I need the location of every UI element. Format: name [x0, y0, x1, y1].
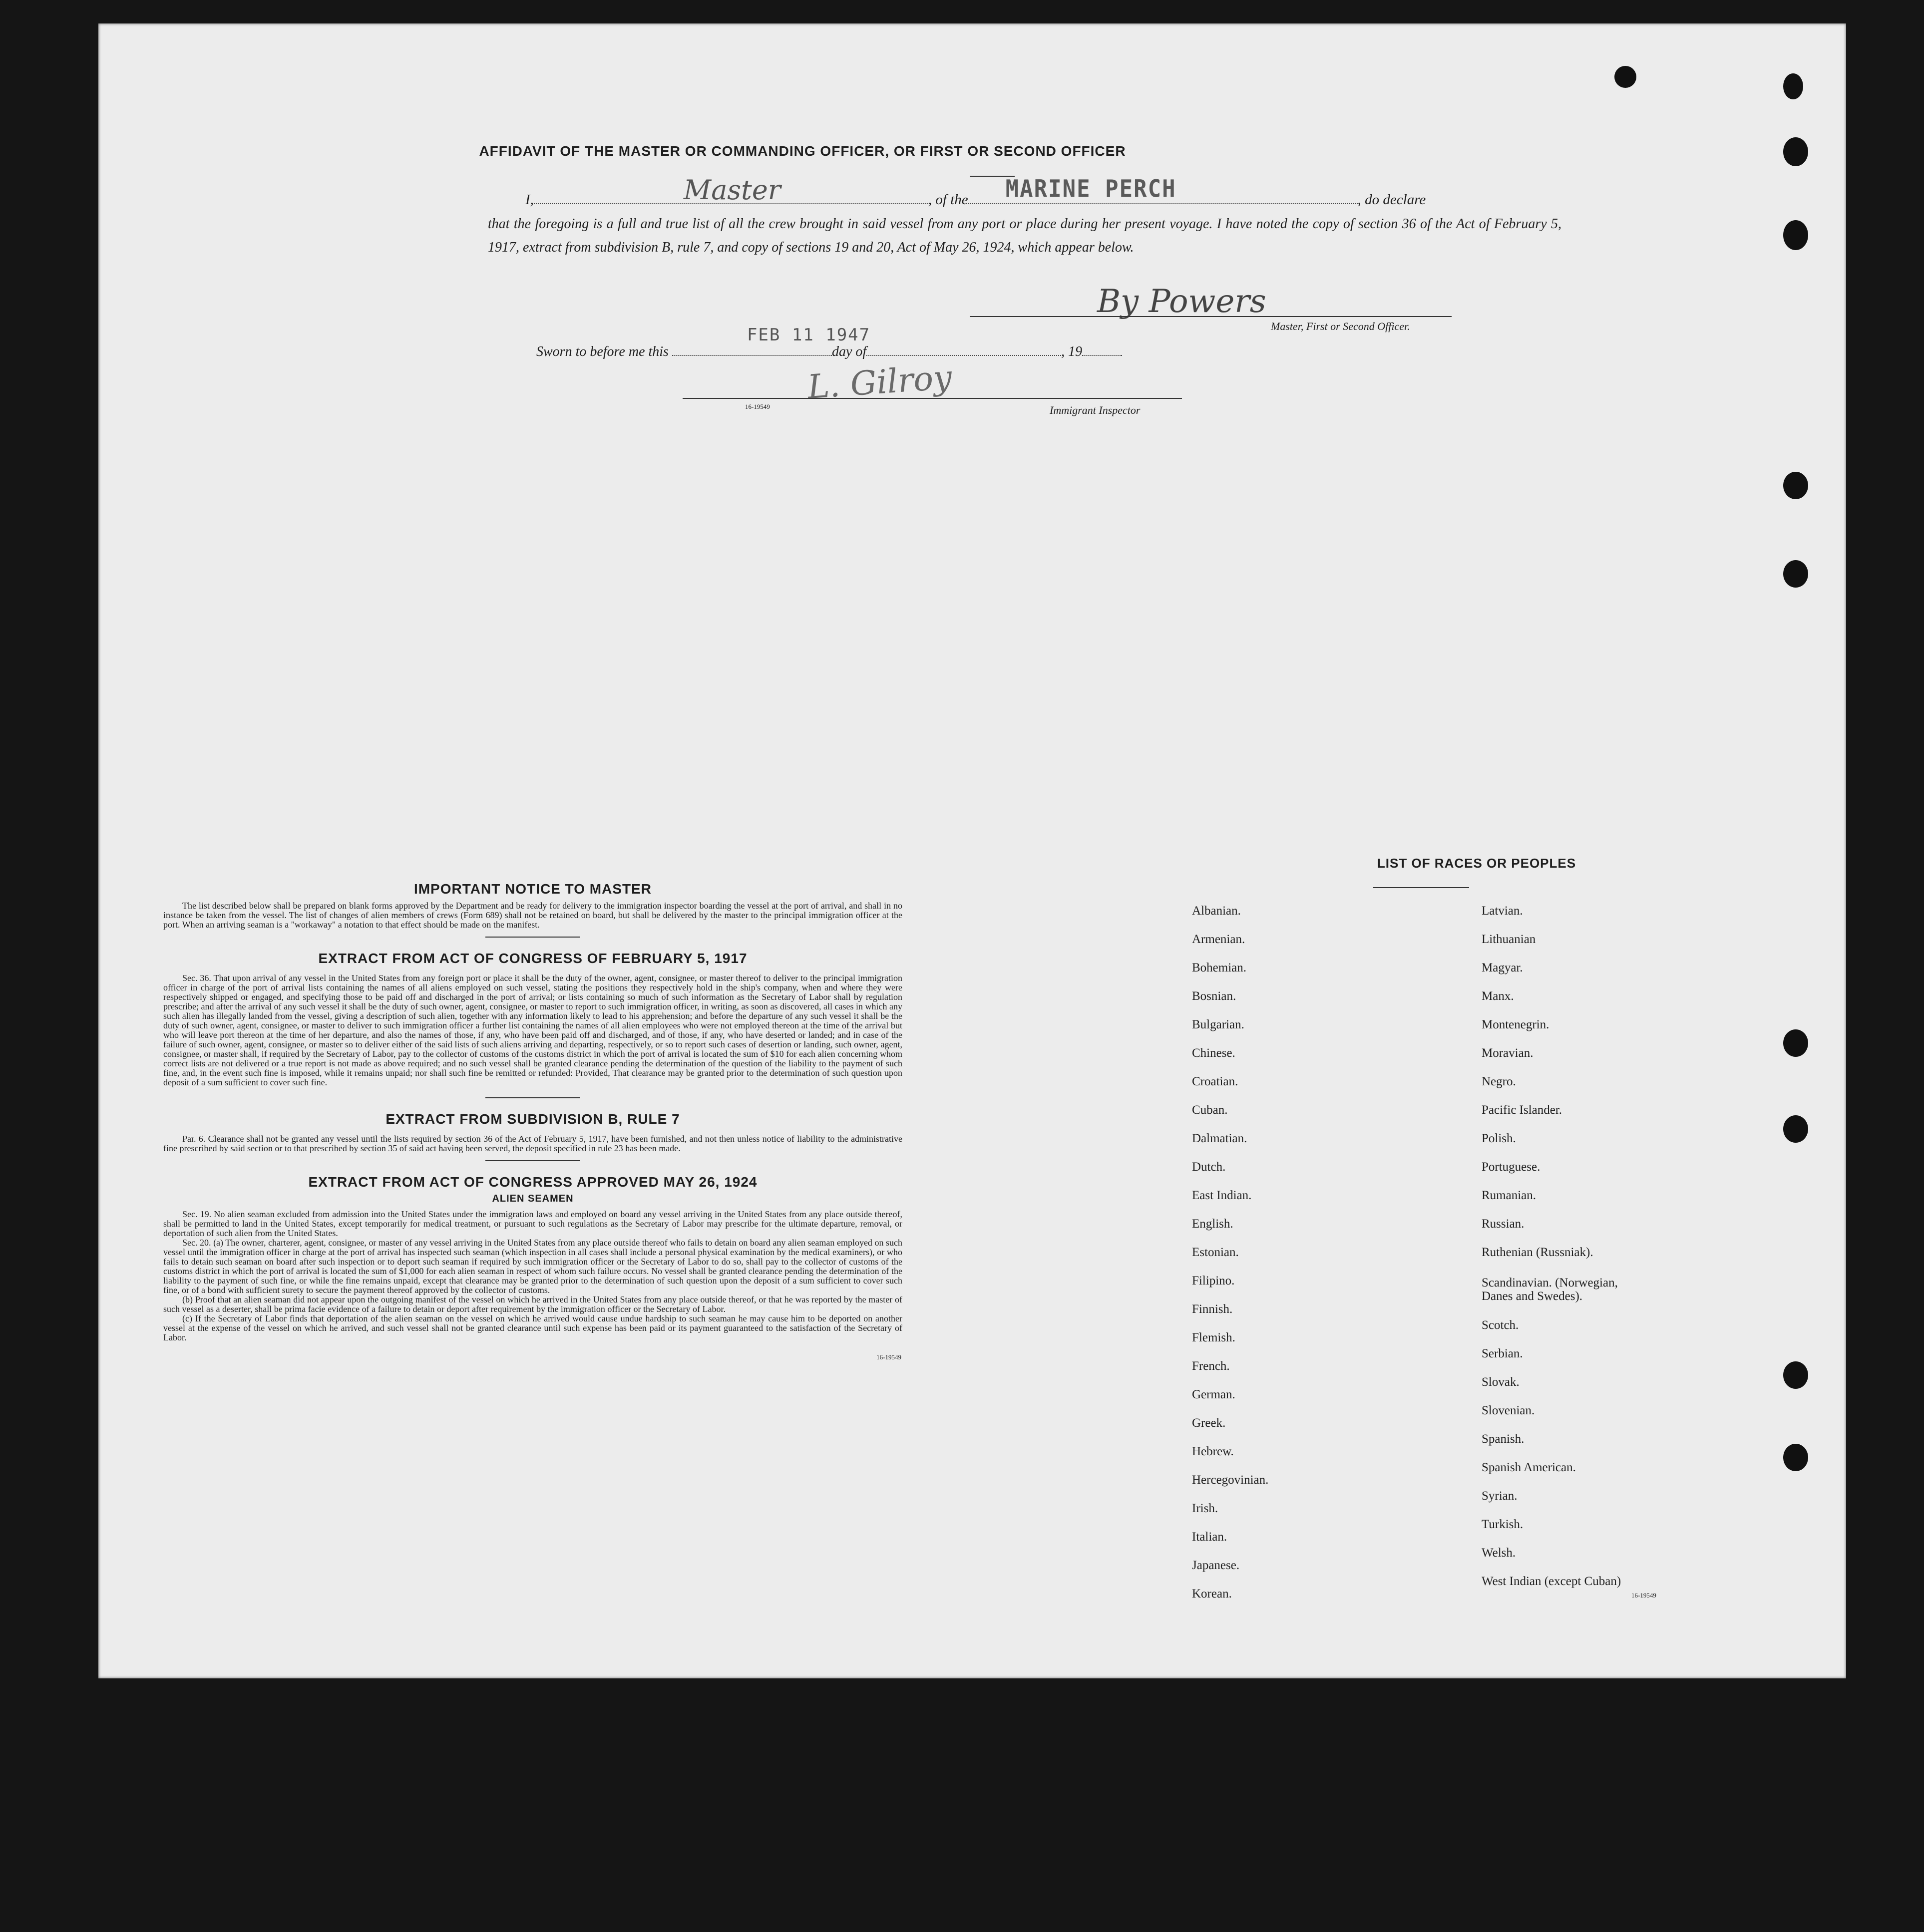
race-item: Cuban. — [1192, 1103, 1228, 1117]
extract3-text-block — [163, 1210, 902, 1342]
master-name-handwritten: Master — [683, 174, 781, 206]
extract2-text: Par. 6. Clearance shall not be granted any vessel until the lists required by section 36 of the Act of February 5, 1917, have been furnished, and not then unless notice of liability to the administrative fine prescribed by said section or to that prescribed by section 35 of said act having been served, the deposit specified in rule 23 has been made. — [163, 1134, 902, 1153]
extract3-title: EXTRACT FROM ACT OF CONGRESS APPROVED MAY 26, 1924 — [308, 1174, 758, 1190]
punch-hole — [1783, 220, 1808, 250]
race-item: Scotch. — [1482, 1318, 1519, 1332]
race-item: Bulgarian. — [1192, 1018, 1244, 1031]
notice-title: IMPORTANT NOTICE TO MASTER — [413, 881, 652, 897]
race-item: Lithuanian — [1482, 933, 1536, 946]
document-page — [98, 23, 1846, 1678]
race-item: West Indian (except Cuban) — [1482, 1575, 1621, 1588]
punch-hole — [1783, 73, 1803, 99]
race-item: Ruthenian (Russniak). — [1482, 1246, 1593, 1259]
punch-hole — [1783, 1361, 1808, 1389]
race-item: Bosnian. — [1192, 989, 1236, 1003]
notice-text: The list described below shall be prepared on blank forms approved by the Department and be ready for delivery to the immigration inspector boarding the vessel at the port of arrival, and shall in no instance be taken from the vessel. The list of changes of alien members of crews (Form 689) shall not be retained on board, but shall be delivered by the master to the principal immigration officer at the port. When an arriving seaman is a "workaway" a notation to that effect should be made on the manifest. — [163, 901, 902, 930]
sworn-line — [536, 325, 1122, 360]
punch-hole — [1783, 1029, 1808, 1057]
date-stamp: FEB 11 1947 — [747, 325, 871, 345]
affidavit-declaration-line — [525, 174, 1564, 208]
race-item: French. — [1192, 1359, 1230, 1373]
race-item: Slovak. — [1482, 1375, 1520, 1389]
extract3-paragraph-3: (b) Proof that an alien seaman did not appear upon the outgoing manifest of the vessel on which he arrived in the United States from any place outside thereof, or that he was reported by the master of such vessel as a deserter, shall be prima facie evidence of a failure to detain or deport after requirement by the immigration officer or the Secretary of Labor. — [163, 1294, 902, 1314]
race-item: Greek. — [1192, 1416, 1226, 1430]
declaration-prefix: I, — [525, 192, 534, 208]
extract3-paragraph-1: Sec. 19. No alien seaman excluded from admission into the United States under the immigration laws and employed on board any vessel arriving in the United States from any place outside thereof, shall be permitted to land in the United States, except temporarily for medical treatment, or pursuant to such regulations as the Secretary of Labor may prescribe for the ultimate departure, removal, or deportation of such alien from the United States. — [163, 1209, 902, 1238]
punch-hole — [1614, 66, 1636, 88]
race-item: Irish. — [1192, 1502, 1218, 1515]
race-item: Dutch. — [1192, 1160, 1226, 1174]
race-item: Bohemian. — [1192, 961, 1247, 974]
punch-hole — [1783, 560, 1808, 588]
sworn-day-of: day of — [831, 344, 867, 359]
race-item: Estonian. — [1192, 1246, 1239, 1259]
race-item: Russian. — [1482, 1217, 1525, 1231]
race-item: German. — [1192, 1388, 1235, 1401]
race-item: Dalmatian. — [1192, 1132, 1247, 1145]
affidavit-body: that the foregoing is a full and true list of all the crew brought in said vessel from any port or place during her present voyage. I have noted the copy of section 36 of the Act of February 5, 1917, extract from subdivision B, rule 7, and copy of sections 19 and 20, Act of May 26, 1924, which appear below. — [488, 216, 1561, 255]
race-item: Hebrew. — [1192, 1445, 1234, 1458]
extract1-text: Sec. 36. That upon arrival of any vessel in the United States from any foreign port or place it shall be the duty of the owner, agent, consignee, or master thereof to deliver to the principal immigration officer in charge of the port of arrival lists containing the names of all aliens employed on such vessel, stating the positions they respectively hold in the ship's company, when and where they were respectively shipped or engaged, and specifying those to be paid off and discharged in the port of arrival; or lists containing so much of such information as the Secretary of Labor shall by regulation prescribe; and after the arrival of any such vessel it shall be the duty of such owner, agent, consignee, or master to report to such immigration officer, in writing, as soon as discovered, all cases in which any such alien has illegally landed from the vessel, giving a description of such alien, together with any information likely to lead to his apprehension; and before the departure of any such vessel it shall be the duty of such owner, agent, consignee, or master to deliver to such immigration officer a further list containing the names of all alien employees who were not employed thereon at the time of the arrival but who will leave port thereon at the time of her departure, and also the names of those, if any, who have been paid off and discharged, and of those, if any, who have deserted or landed; and in case of the failure of such owner, agent, consignee, or master so to deliver either of the said lists of such aliens arriving and departing, respectively, or so to report such cases of desertion or landing, such owner, agent, consignee, or master shall, if required by the Secretary of Labor, pay to the collector of customs of the customs district in which the port of arrival is located the sum of $10 for each alien concerning whom correct lists are not delivered or a true report is not made as above required; and no such vessel shall be granted clearance pending the determination of the question of the liability to the payment of such fine, and, in the event such fine is imposed, while it remains unpaid; nor shall such fine be remitted or refunded: Provided, That clearance may be granted prior to the determination of such question upon deposit of a sum sufficient to cover such fine. — [163, 973, 902, 1087]
extract3-paragraph-2: Sec. 20. (a) The owner, charterer, agent, consignee, or master of any vessel arriving in the United States from any place outside thereof who fails to detain on board any alien seaman employed on such vessel until the immigration officer in charge at the port of arrival has inspected such seaman (which inspection in all cases shall include a personal physical examination by the medical examiners), or who fails to detain such seaman on board after such inspection or to deport such seaman if required by such immigration officer or the Secretary of Labor to do so, shall pay to the collector of customs of the customs district in which the port of arrival is located the sum of $1,000 for each alien seaman in respect of whom such failure occurs. No vessel shall be granted clearance pending the determination of the liability to the payment of such fine, or while the fine remains unpaid, except that clearance may be granted prior to the determination of such question upon the deposit of a sum sufficient to cover such fine, or of a bond with sufficient surety to secure the payment thereof approved by the collector of customs. — [163, 1238, 902, 1295]
races-form-number: 16-19549 — [1631, 1592, 1656, 1599]
race-item: Negro. — [1482, 1075, 1516, 1088]
section-divider — [485, 937, 580, 938]
punch-hole — [1783, 1444, 1808, 1471]
race-item: Syrian. — [1482, 1489, 1518, 1503]
declaration-suffix: , do declare — [1357, 192, 1426, 208]
extract3-paragraph-4: (c) If the Secretary of Labor finds that deportation of the alien seaman on the vessel on which he arrived would cause undue hardship to such seaman he may cause him to be deported on another vessel at the expense of the vessel on which he arrived, and such vessel shall not be granted clearance until such expense has been paid or its payment guaranteed to the satisfaction of the Secretary of Labor. — [163, 1313, 902, 1342]
race-item: Scandinavian. (Norwegian, Danes and Swedes). — [1482, 1276, 1618, 1303]
race-item: Magyar. — [1482, 961, 1523, 974]
race-item: Chinese. — [1192, 1046, 1235, 1060]
notice-text-block — [163, 901, 902, 930]
master-caption: Master, First or Second Officer. — [1271, 320, 1410, 332]
race-item: Welsh. — [1482, 1546, 1516, 1560]
race-item: Filipino. — [1192, 1274, 1235, 1288]
extract1-text-block — [163, 973, 902, 1087]
race-item: Finnish. — [1192, 1302, 1233, 1316]
extract3-subtitle: ALIEN SEAMEN — [492, 1193, 574, 1204]
race-item: Portuguese. — [1482, 1160, 1540, 1174]
race-item: Spanish American. — [1482, 1461, 1576, 1474]
declaration-of-the: , of the — [928, 192, 968, 208]
master-signature: By Powers — [1097, 283, 1266, 320]
races-title: LIST OF RACES OR PEOPLES — [1377, 856, 1576, 871]
sworn-year: , 19 — [1061, 344, 1083, 359]
inspector-signature: L. Gilroy — [806, 358, 953, 406]
punch-hole — [1783, 1115, 1808, 1143]
affidavit-form-number: 16-19549 — [745, 403, 770, 410]
sworn-prefix: Sworn to before me this — [536, 344, 669, 359]
race-item: Pacific Islander. — [1482, 1103, 1562, 1117]
extract2-title: EXTRACT FROM SUBDIVISION B, RULE 7 — [385, 1111, 680, 1127]
extract1-title: EXTRACT FROM ACT OF CONGRESS OF FEBRUARY 5, 1917 — [318, 951, 748, 966]
races-left-column — [1192, 904, 1432, 1615]
race-item: Korean. — [1192, 1587, 1232, 1601]
race-item: Rumanian. — [1482, 1189, 1537, 1202]
punch-hole — [1783, 137, 1808, 166]
affidavit-title: AFFIDAVIT OF THE MASTER OR COMMANDING OFFICER, OR FIRST OR SECOND OFFICER — [479, 143, 1126, 159]
race-item: East Indian. — [1192, 1189, 1252, 1202]
race-item: Turkish. — [1482, 1518, 1524, 1531]
race-item: Armenian. — [1192, 933, 1245, 946]
section-divider — [485, 1160, 580, 1161]
race-item: Hercegovinian. — [1192, 1473, 1269, 1487]
race-item: Flemish. — [1192, 1331, 1235, 1344]
section-divider — [485, 1097, 580, 1098]
punch-hole — [1783, 472, 1808, 499]
notice-column — [163, 881, 902, 1361]
race-item: Albanian. — [1192, 904, 1241, 918]
vessel-name-stamp: MARINE PERCH — [1005, 175, 1176, 203]
inspector-caption: Immigrant Inspector — [1050, 404, 1141, 416]
extract2-text-block — [163, 1134, 902, 1153]
race-item: Montenegrin. — [1482, 1018, 1549, 1031]
race-item: Spanish. — [1482, 1432, 1525, 1446]
race-item: Moravian. — [1482, 1046, 1534, 1060]
race-item: Croatian. — [1192, 1075, 1238, 1088]
notice-form-number: 16-19549 — [876, 1353, 901, 1361]
race-item: Italian. — [1192, 1530, 1227, 1544]
race-item: Manx. — [1482, 989, 1514, 1003]
inspector-signature-line — [683, 398, 1182, 399]
race-item: Polish. — [1482, 1132, 1516, 1145]
race-item: Japanese. — [1192, 1559, 1240, 1572]
race-item: Slovenian. — [1482, 1404, 1535, 1417]
race-item: Serbian. — [1482, 1347, 1523, 1360]
race-item: Latvian. — [1482, 904, 1523, 918]
races-right-column — [1482, 904, 1691, 1600]
master-signature-line — [970, 316, 1452, 317]
races-title-underline — [1373, 887, 1469, 888]
race-item: English. — [1192, 1217, 1233, 1231]
